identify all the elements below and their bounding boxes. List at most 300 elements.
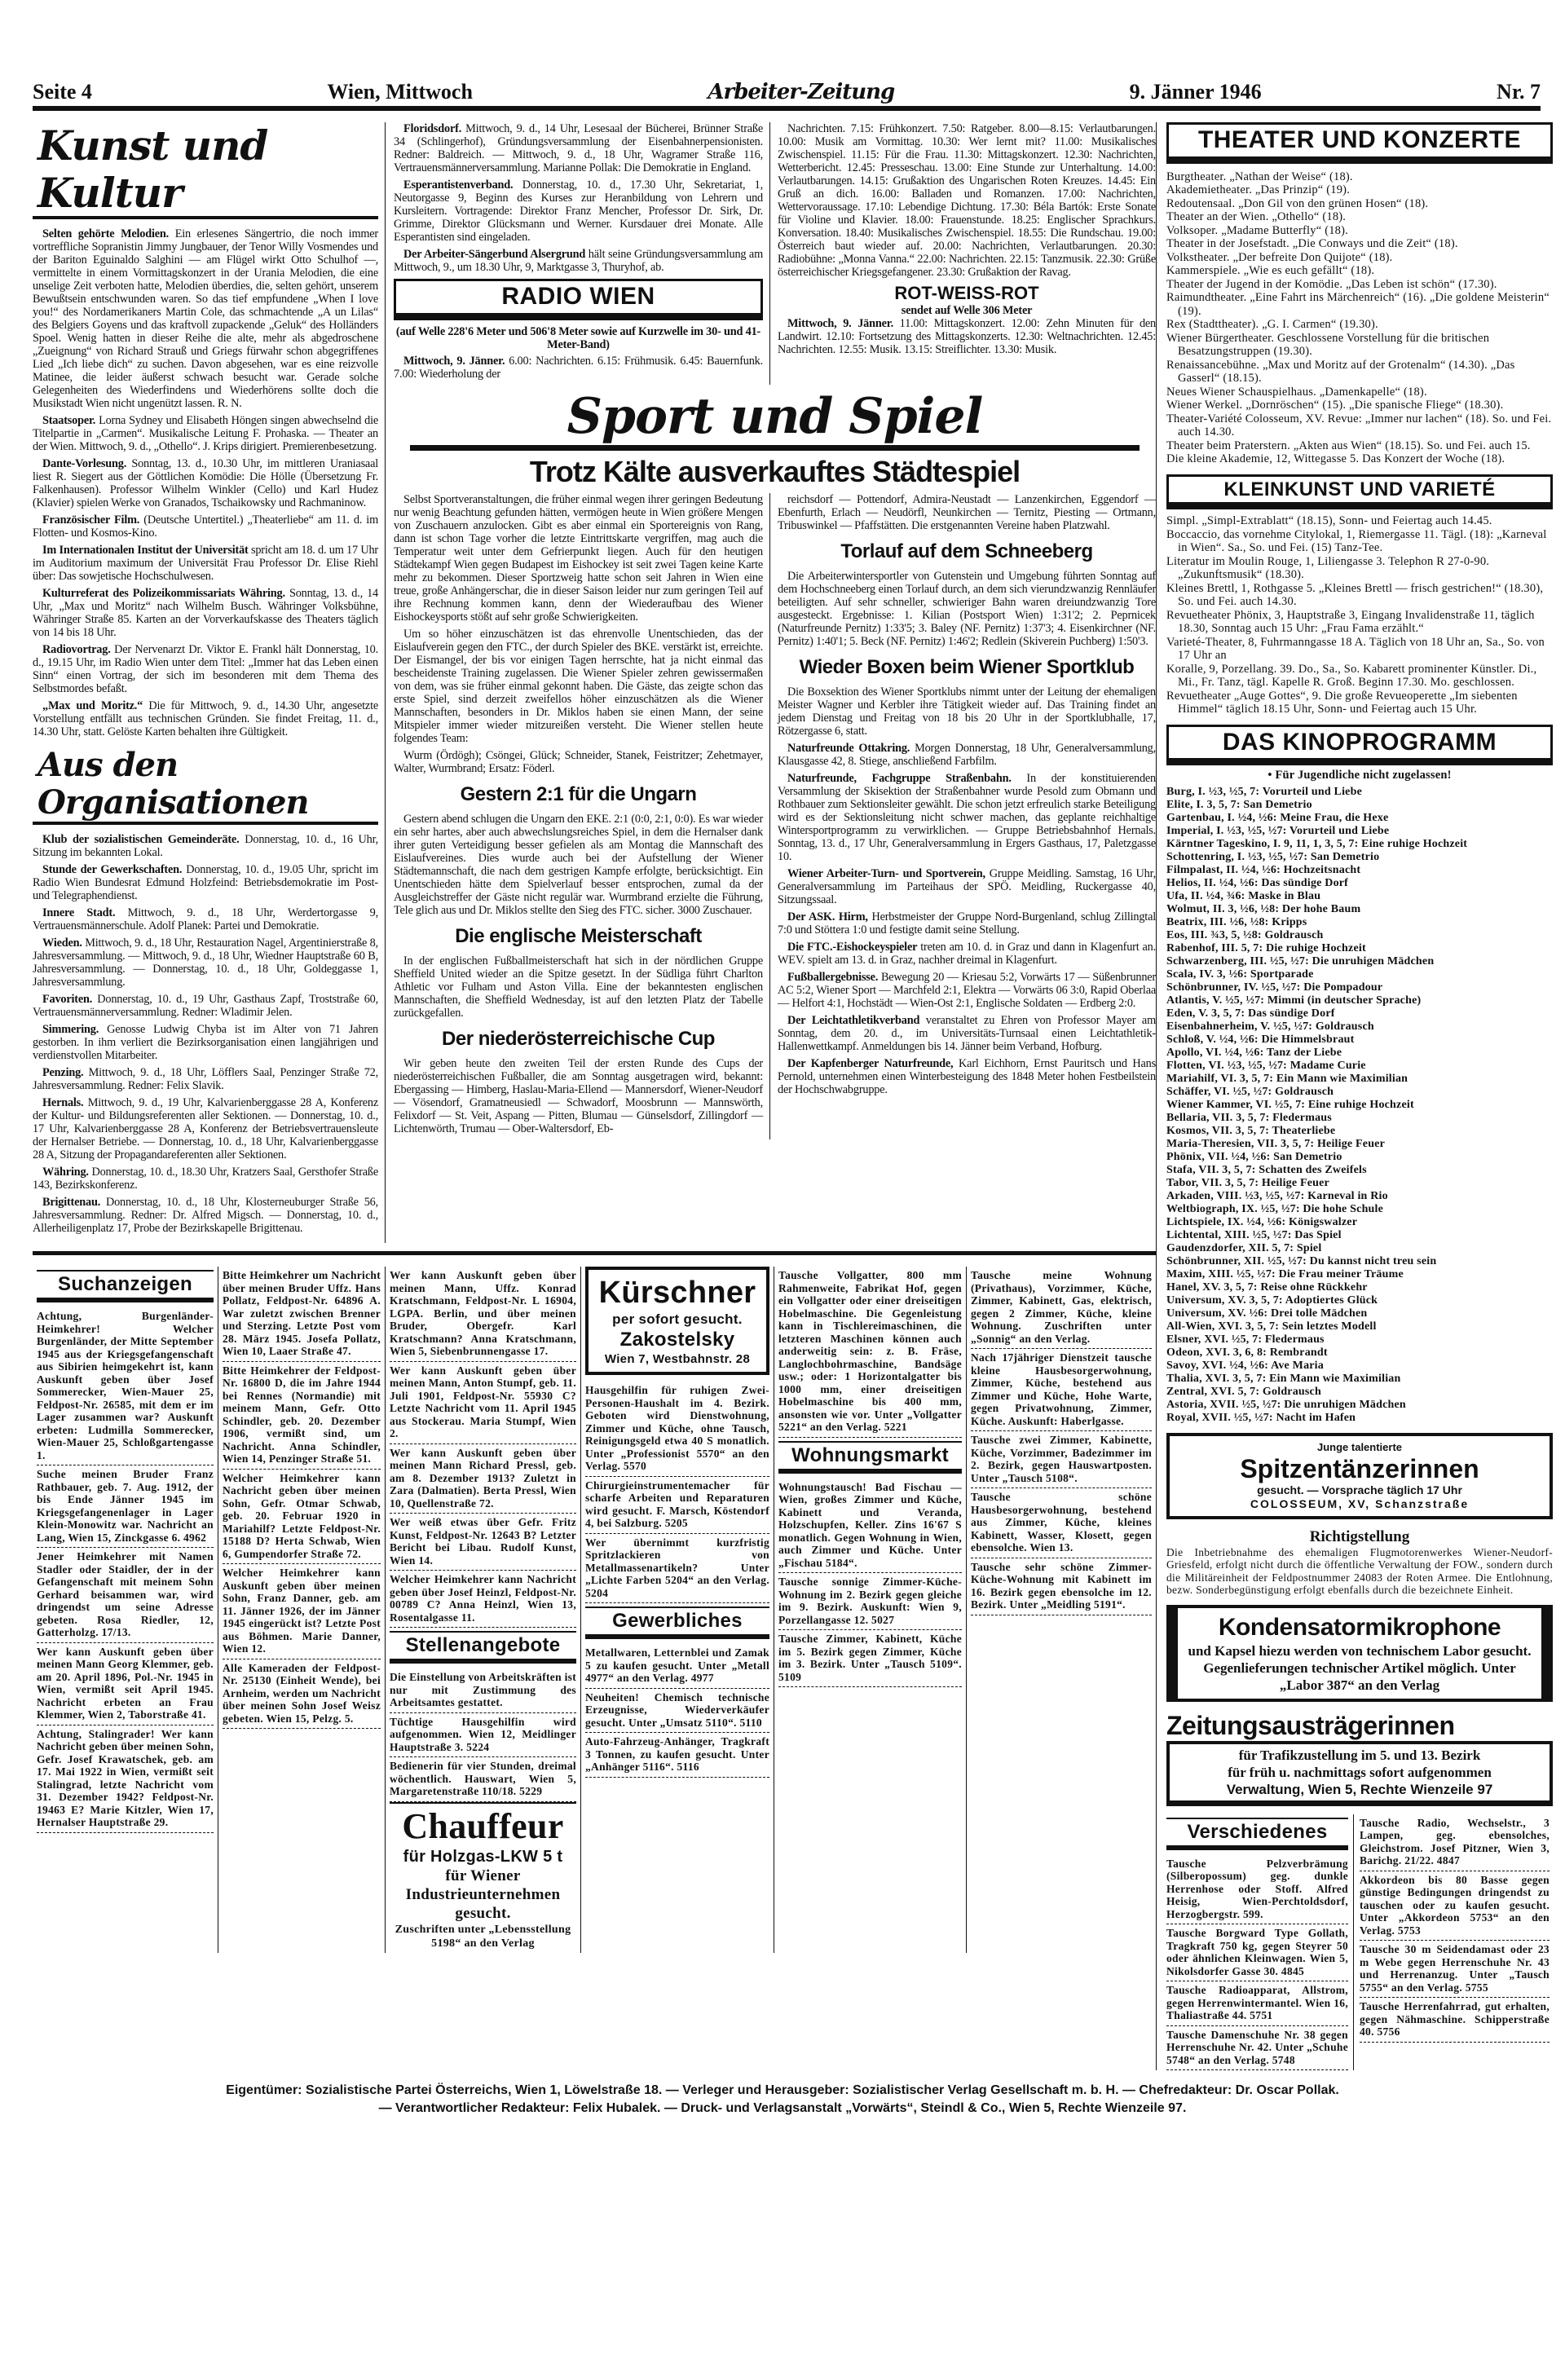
- paragraph-lead: Selten gehörte Melodien.: [42, 227, 170, 240]
- paragraph-lead: Floridsdorf.: [403, 122, 462, 135]
- paragraph-text: reichsdorf — Pottendorf, Admira-Neustadt — Lanzenkirchen, Eggendorf — Ebenfurth, Erlach — Neudörfl, Neunkirchen — Ternitz, Piesting — Ortmann, Tribuswinkel — Pfaffstätten. Die erstgenannten Vereine haben Platzwahl.: [778, 492, 1156, 532]
- article-paragraph: [778, 1057, 1156, 1096]
- rot-weiss-rot-wavelength: sendet auf Welle 306 Meter: [901, 304, 1033, 317]
- article-paragraph: [778, 971, 1156, 1010]
- listing-item: Royal, XVII. ½5, ½7: Nacht im Hafen: [1166, 1411, 1356, 1424]
- listing-item: Helios, II. ½4, ½6: Das sündige Dorf: [1166, 876, 1349, 889]
- rot-weiss-rot-schedule: [778, 317, 1156, 356]
- listing-item: Simpl. „Simpl-Extrablatt“ (18.15), Sonn- und Feiertag auch 14.45.: [1166, 514, 1492, 528]
- article-paragraph: [778, 570, 1156, 648]
- classified-ad: Achtung, Burgenländer-Heimkehrer! Welcher Burgenländer, der Mitte September 1945 aus der Kriegsgefangenschaft aus Sibirien heimgekehrt ist, kann Auskunft geben über Josef Sommerecker, Wien-Mauer 25, Feldpost-Nr. 26585, mit dem er im Lager zusammen war? Auskunft erbeten: Ludmilla Sommerecker, Wien-Mauer 25, Schloßgartengasse 1.: [37, 1307, 214, 1465]
- listing-item: Beatrix, III. ½6, ½8: Kripps: [1166, 915, 1307, 928]
- paragraph-text: Um so höher einzuschätzen ist das ehrenvolle Unentschieden, das der Eislaufverein gegen den FTC., der durch Spieler des BKE. verstärkt ist, erreichte. Der Eismangel, der bis vor einigen Tagen herrschte, hat ja nicht einmal das bescheidenste Training zugelassen. Die Wiener Spieler zehren gewissermaßen von dem, was sie früher einmal gekonnt haben. Die Gäste, das zeigte schon das erste Spiel, sind derzeit zweifellos höher einzuschätzen als die Wiener Mannschaften, besonders in Dr. Miklos haben sie einen Mann, der seine Mitspieler immer wieder mitzureißen versteht. Die Wiener stellen heute folgendes Team:: [394, 627, 763, 745]
- article-paragraph: [394, 248, 763, 274]
- article-paragraph: [394, 749, 763, 775]
- classified-ad: Welcher Heimkehrer kann Nachricht geben über Josef Heinzl, Feldpost-Nr. 00789 C? Anna Heinzl, Wien 13, Rosentalgasse 11.: [390, 1571, 576, 1628]
- paragraph-text: Donnerstag, 10. d., 18 Uhr, Klosterneuburger Straße 56, Jahresversammlung. Redner: Dr. Alfred Migsch. — Donnerstag, 10. d., Allerheiligenplatz 17, Probe der Bezirkskapelle Brigittenau.: [33, 1196, 378, 1235]
- listing-item: Lichtental, XIII. ½5, ½7: Das Spiel: [1166, 1228, 1342, 1241]
- article-paragraph: [778, 772, 1156, 863]
- page-body: [33, 122, 1553, 2070]
- classified-ad: Tausche 30 m Seidendamast oder 23 m Webe gegen Herrenschuhe Nr. 43 und Herrenanzug. Unter „Tausch 5755“ an den Verlag. 5755: [1360, 1941, 1550, 1998]
- classified-ad: Jener Heimkehrer mit Namen Stadler oder Staidler, der in der Gefangenschaft mit meinem Sohn Gerhard beisammen war, wird dringendst um seine Adresse gebeten. Rosa Riedler, 12, Gatterholzg. 17/13.: [37, 1548, 214, 1643]
- classified-ad: Die Einstellung von Arbeitskräften ist nur mit Zustimmung des Arbeitsamtes gestattet.: [390, 1668, 576, 1713]
- paragraph-text: Die Arbeiterwintersportler von Gutenstein und Umgebung führten Sonntag auf dem Hochschneeberg einen Torlauf durch, an dem sich vierundzwanzig Rennläufer beteiligten. Auf sehr schneller, schwieriger Bahn waren dreiundzwanzig Tore ausgesteckt. Ergebnisse: 1. Kilian (Postsport Wien) 1:31'2; 2. Peprnicek (Naturfreunde Pernitz) 1:33'5; 3. Baley (NF. Pernitz) 1:37'3; 4. Eisenkirchner (NF. Pernitz) 1:40'1; 5. Beck (NF. Pernitz) 1:46'2; Redlein (Skiverein Puchberg) 1:50'3.: [778, 569, 1156, 648]
- classified-ad: Neuheiten! Chemisch technische Erzeugnisse, Wiederverkäufer gesucht. Unter „Umsatz 5110“. 5110: [585, 1689, 769, 1734]
- ad-text: Verwaltung, Wien 5, Rechte Wienzeile 97: [1226, 1781, 1493, 1797]
- listing-item: Neues Wiener Schauspielhaus. „Damenkapelle“ (18).: [1166, 385, 1427, 399]
- paragraph-text: Gruppe Meidling. Samstag, 16 Uhr, Generalversammlung im Parteihaus der SPÖ. Meidling, Ruckergasse 40, Sitzungssaal.: [778, 866, 1156, 906]
- paragraph-lead: Im Internationalen Institut der Universität: [42, 544, 249, 557]
- article-paragraph: [33, 833, 378, 859]
- listing-item: Theater-Variété Colosseum, XV. Revue: „Immer nur lachen“ (18). So. und Fei. auch 14.30.: [1166, 412, 1552, 439]
- listing-item: Filmpalast, II. ½4, ½6: Hochzeitsnacht: [1166, 863, 1361, 876]
- classified-ad: Tausche Radioapparat, Allstrom, gegen Herrenwintermantel. Wien 16, Thaliastraße 44. 5751: [1166, 1981, 1348, 2026]
- paragraph-lead: Französischer Film.: [42, 513, 140, 527]
- listing-item: Theater in der Josefstadt. „Die Conways und die Zeit“ (18).: [1166, 237, 1458, 250]
- classified-ad: Hausgehilfin für ruhigen Zwei-Personen-Haushalt im 4. Bezirk. Geboten wird Dienstwohnung, Zimmer und Küche, ohne Tausch, Reinigungsgeld etwa 40 S monatlich. Unter „Professionist 5570“ an den Verlag. 5570: [585, 1382, 769, 1477]
- paragraph-text: 6.00: Nachrichten. 6.15: Frühmusik. 6.45: Bauernfunk. 7.00: Wiederholung der: [394, 354, 764, 381]
- paragraph-text: veranstaltet zu Ehren von Professor Mayer am Sonntag, dem 20. d., im Universitäts-Turnsaal einen Leichtathletik-Hallenwettkampf. Anmeldungen bis 14. Jänner beim Verband, Hofburg.: [778, 1013, 1156, 1053]
- rot-weiss-rot-heading: ROT-WEISS-ROT: [894, 283, 1039, 303]
- article-paragraph: [33, 863, 378, 902]
- classified-ad: Alle Kameraden der Feldpost-Nr. 25130 (Einheit Wende), bei Arnheim, werden um Nachricht über meinen Sohn Josef Weisz gebeten. Wien 15, Pelzg. 5.: [223, 1659, 381, 1730]
- listing-item: Elsner, XVI. ½5, 7: Fledermaus: [1166, 1333, 1325, 1346]
- paragraph-lead: Radiovortrag.: [42, 643, 111, 656]
- article-paragraph: [33, 1066, 378, 1092]
- paragraph-text: Sonntag, 13. d., 10.30 Uhr, im mittleren Uraniasaal liest R. Siegert aus der Göttlichen Komödie: Die Hölle (Übersetzung Fr. Falkenhausen). Professor Wilhelm Winkler (Cello) und Karl Hudez (Klavier) spielen Werke von Granados, Tschaikowsky und Rachmaninow.: [33, 457, 378, 509]
- paragraph-text: Nachrichten. 7.15: Frühkonzert. 7.50: Ratgeber. 8.00—8.15: Verlautbarungen. 10.00: Musik am Vormittag. 10.30: Wer lernt mit? 11.00: Musikalisches Zwischenspiel. 11.15: Für die Frau. 11.30: Mittagskonzert. 12.30: Nachrichten, Wetterbericht. 12.45: Presseschau. 13.00: Eine Stunde zur Unterhaltung. 14.00: Verlautbarungen. 14.15: Grußaktion des Ungarischen Roten Kreuzes. 14.45: Ein Gruß an dich. 16.00: Balladen und Romanzen. 17.00: Nachrichten, Wettervoraussage. 17.10: Lebendige Dichtung. 17.30: Béla Bartók: Erste Sonate für Violine und Klavier. 18.00: Frauenstunde. 18.25: Englischer Sprachkurs. Konversation. 18.40: Musikalisches Zwischenspiel. 18.55: Die Rundschau. 19.00: Österreich baut wieder auf. 20.00: Nachrichten, Verlautbarungen. 20.30: Radiobühne: „Monna Vanna.“ 22.00: Nachrichten. 22.15: Tanzmusik. 22.30: Grüße österreichischer Kriegsgefangener. 23.30: Grußaktion der Ravag.: [778, 122, 1156, 279]
- listing-item: Kosmos, VII. 3, 5, 7: Theaterliebe: [1166, 1124, 1336, 1137]
- paragraph-text: Donnerstag, 10. d., 18.30 Uhr, Kratzers Saal, Gersthofer Straße 143, Bezirkskonferenz.: [33, 1166, 378, 1192]
- listing-item: Volkstheater. „Der befreite Don Quijote“ (18).: [1166, 250, 1393, 264]
- kunst-und-kultur-section: [33, 122, 378, 738]
- listing-item: Flotten, VI. ½3, ½5, ½7: Madame Curie: [1166, 1059, 1366, 1072]
- classified-ad: Wer kann Auskunft geben über meinen Mann Richard Pressl, geb. am 8. Dezember 1913? Zuletzt in Zara (Dalmatien). Berta Pressl, Wien 10, Quellenstraße 72.: [390, 1444, 576, 1514]
- classified-ad: Achtung, Stalingrader! Wer kann Nachricht geben über meinen Sohn, Gefr. Josef Krawatschek, geb. am 17. Mai 1922 in Wien, vermißt seit Stalingrad, letzte Nachricht vom 31. Dezember 1942? Feldpost-Nr. 19463 E? Marie Kitzler, Wien 17, Hernalser Hauptstraße 29.: [37, 1726, 214, 1833]
- column-3-top: [770, 122, 1156, 385]
- classified-ad: Suche meinen Bruder Franz Rathbauer, geb. 7. Aug. 1912, der bis Ende Jänner 1945 im Kriegsgefangenenlager in Lager Klein-Monowitz war. Nachricht an Lang, Wien 15, Zinckgasse 6. 4962: [37, 1465, 214, 1548]
- article-paragraph: [394, 355, 763, 381]
- listing-item: Revuetheater „Auge Gottes“, 9. Die große Revueoperette „Im siebenten Himmel“ täglich 18.15 Uhr, Sonn- und Feiertag auch 15 Uhr.: [1166, 689, 1518, 716]
- listing-item: Theater beim Praterstern. „Akten aus Wien“ (18.15). So. und Fei. auch 15.: [1166, 439, 1531, 452]
- paragraph-text: Morgen Donnerstag, 18 Uhr, Generalversammlung, Klausgasse 42, 8. Stiege, anschließend Farbfilm.: [778, 741, 1156, 768]
- organisationen-section: [33, 747, 378, 1235]
- sport-headline: Trotz Kälte ausverkauftes Städtespiel: [529, 454, 1021, 488]
- sport-columns: [394, 493, 1156, 1139]
- paragraph-lead: Der ASK. Hirm,: [787, 910, 868, 923]
- paragraph-lead: Die FTC.-Eishockeyspieler: [787, 940, 918, 954]
- listing-item: Mariahilf, VI. 3, 5, 7: Ein Mann wie Maximilian: [1166, 1072, 1408, 1085]
- classified-ad: Wer kann Auskunft geben über meinen Mann, Uffz. Konrad Kratschmann, Feldpost-Nr. L 16904, LGPA. Berlin, und über meinen Bruder, Obergefr. Karl Kratschmann? Anna Kratschmann, Wien 5, Siebenbrunnengasse 17.: [390, 1267, 576, 1362]
- paragraph-text: Lorna Sydney und Elisabeth Höngen singen abwechselnd die Titelpartie in „Carmen“. Musikalische Leitung F. Prohaska. — Theater an der Wien. Mittwoch, 9. d., „Othello“. J. Krips dirigiert. Premierenbesetzung.: [33, 414, 378, 453]
- ad-title: Kondensatormikrophone: [1218, 1613, 1501, 1641]
- listing-item: Schönbrunner, XII. ½5, ½7: Du kannst nicht treu sein: [1166, 1254, 1437, 1267]
- paragraph-text: Ein erlesenes Sängertrio, die noch immer vortreffliche Sopranistin Jimmy Jungbauer, der Tenor Willy Vosmendes und der Bariton Eguinaldo Salghini — am Flügel wirkt Otto Schulhof —, vermittelte in einem Vormittagskonzert in der Urania Melodien, die eine unselige Zeit verboten hatte, Melodien überdies, die, selten gehört, unserem Bewußtsein entschwunden waren. So das tief empfundene „When I love you!“ des Nordamerikaners Martin Cole, das schmachtende „A un Lilas“ des Belgiers Goyens und das kraftvoll zupackende „Geluk“ des Holländers Spoel. Wenig hatten in dieser Reihe die alte, mehr als abgedroschene „Zueignung“ von Richard Strauß und Griegs fürwahr schon abgegriffenes Lied „Ich liebe dich“ zu suchen. Davon abgesehen, war es eine reizvolle Matinee, die leider äußerst schwach besucht war. Gerade solche Gelegenheiten des Wiederfindens und Wiederhörens sollte doch die Musikstadt Wien nicht ungenützt lassen. R. N.: [33, 227, 378, 410]
- classified-ad: Bedienerin für vier Stunden, dreimal wöchentlich. Hauswart, Wien 5, Margaretenstraße 110/18. 5229: [390, 1757, 576, 1802]
- article-paragraph: [394, 1057, 763, 1135]
- paragraph-lead: Mittwoch, 9. Jänner.: [787, 317, 893, 330]
- listing-item: Theater der Jugend in der Komödie. „Das Leben ist schön“ (17.30).: [1166, 277, 1497, 291]
- paragraph-text: Donnerstag, 10. d., 19.05 Uhr, spricht im Radio Wien Bundesrat Edmund Holzfeind: Betriebsdemokratie im Post- und Telegraphendienst.: [33, 863, 378, 902]
- classified-ad: Metallwaren, Letternblei und Zamak 5 zu kaufen gesucht. Unter „Metall 4977“ an den Verlag. 4977: [585, 1644, 769, 1689]
- classified-ad: Wer kann Auskunft geben über meinen Mann, Anton Stumpf, geb. 11. Juli 1901, Feldpost-Nr. 55930 C? Letzte Nachricht vom 11. April 1945 aus Stockerau. Maria Stumpf, Wien 2.: [390, 1362, 576, 1444]
- article-paragraph: [33, 906, 378, 932]
- ad-title: Zeitungsausträgerinnen: [1166, 1710, 1455, 1740]
- listing-item: Revuetheater Phönix, 3, Hauptstraße 3, Eingang Invalidenstraße 11, täglich 18.30, Sonntag auch 15 Uhr: „Frau Fama erzählt.“: [1166, 608, 1535, 636]
- editorial-area: [33, 122, 1156, 1243]
- column-4: [1156, 122, 1553, 2070]
- paragraph-lead: „Max und Moritz.“: [42, 699, 143, 712]
- listing-item: Savoy, XVI. ½4, ½6: Ave Maria: [1166, 1359, 1324, 1372]
- listing-item: Scala, IV. 3, ½6: Sportparade: [1166, 967, 1314, 981]
- listing-item: Universum, XV. ½6: Drei tolle Mädchen: [1166, 1307, 1368, 1320]
- listing-item: Schäffer, VI. ½5, ½7: Goldrausch: [1166, 1085, 1334, 1098]
- listing-item: Wiener Bürgertheater. Geschlossene Vorstellung für die britischen Besatzungstruppen (19.30).: [1166, 331, 1490, 358]
- listing-item: Volksoper. „Madame Butterfly“ (18).: [1166, 223, 1348, 237]
- subheadline: Die englische Meisterschaft: [455, 924, 702, 947]
- classified-heading: Suchanzeigen: [37, 1270, 214, 1302]
- classified-column: [386, 1267, 581, 1953]
- classifieds-area: [33, 1267, 1156, 1953]
- listing-item: Zentral, XVI. 5, 7: Goldrausch: [1166, 1385, 1321, 1398]
- ad-text: Zakostelsky: [619, 1329, 735, 1351]
- article-paragraph: [778, 910, 1156, 937]
- article-paragraph: [33, 587, 378, 639]
- paragraph-text: Donnerstag, 10. d., 19 Uhr, Gasthaus Zapf, Troststraße 60, Vertrauensmännerversammlung. Redner: Wladimir Jelen.: [33, 993, 378, 1019]
- article-paragraph: [394, 493, 763, 624]
- listing-item: Apollo, VI. ½4, ½6: Tanz der Liebe: [1166, 1046, 1342, 1059]
- subheadline: Der niederösterreichische Cup: [442, 1027, 715, 1050]
- listing-item: All-Wien, XVI. 3, 5, 7: Sein letztes Modell: [1166, 1320, 1377, 1333]
- paragraph-lead: Naturfreunde Ottakring.: [787, 741, 910, 755]
- paragraph-text: Mittwoch, 9. d., 14 Uhr, Lesesaal der Bücherei, Brünner Straße 34 (Schlingerhof), Gründungsversammlung der Eisenbahnerpensionisten. Redner: Baldreich. — Mittwoch, 9. d., 18 Uhr, Wagramer Straße 116, Vertrauensmännerversammlung. Marianne Pollak: Die Demokratie in England.: [394, 122, 763, 174]
- verschiedenes-right: [1354, 1814, 1550, 2071]
- classified-heading: Verschiedenes: [1166, 1818, 1348, 1850]
- classified-ad: Akkordeon bis 80 Basse gegen günstige Bedingungen dringendst zu tauschen oder zu kaufen gesucht. Unter „Akkordeon 5753“ an den Verlag. 5753: [1360, 1871, 1550, 1941]
- classified-ad: Tausche Pelzverbrämung (Silberopossum) geg. dunkle Herrenhose oder Stoff. Alfred Heisig, Wien-Perchtoldsdorf, Herzogbergstr. 599.: [1166, 1855, 1348, 1925]
- page-number: Seite 4: [33, 80, 92, 104]
- classified-ad: Tausche Radio, Wechselstr., 3 Lampen, geg. ebensolches, Gleichstrom. Josef Pitzner, Wien 3, Barichg. 21/22. 4847: [1360, 1814, 1550, 1871]
- ad-text: gesucht. — Vorsprache täglich 17 Uhr: [1257, 1483, 1462, 1496]
- ad-text: und Kapsel hiezu werden von technischem Labor gesucht. Gegenlieferungen technischer Artikel möglich. Unter „Labor 387“ an den Verlag: [1188, 1642, 1532, 1693]
- article-paragraph: [33, 1096, 378, 1161]
- classified-column: [33, 1267, 218, 1953]
- classified-heading: Gewerbliches: [585, 1606, 769, 1639]
- listing-item: Ufa, II. ½4, ¾6: Maske in Blau: [1166, 889, 1321, 902]
- article-paragraph: [778, 493, 1156, 532]
- paragraph-text: Karl Eichhorn, Ernst Pauritsch und Hans Pernold, unternehmen einen Winterbesteigung des 1848 Meter hohen Festbeilstein der Hochschwabgruppe.: [778, 1056, 1156, 1096]
- article-paragraph: [33, 544, 378, 583]
- paragraph-lead: Der Arbeiter-Sängerbund Alsergrund: [403, 248, 586, 261]
- classified-ad: Nach 17jähriger Dienstzeit tausche kleine Hausbesorgerwohnung, Zimmer, Küche, bestehend aus Zimmer und Küche, Hohe Warte, gegen Privatwohnung, Zimmer, Küche. Auskunft: Haberlgasse.: [971, 1349, 1152, 1431]
- radio-wien-schedule: [394, 355, 763, 381]
- listing-item: Universum, XV. 3, 5, 7: Adoptiertes Glück: [1166, 1294, 1378, 1307]
- article-paragraph: [33, 1166, 378, 1192]
- kuerschner-ad: [585, 1267, 769, 1375]
- paragraph-lead: Mittwoch, 9. Jänner.: [403, 354, 505, 368]
- spitzentaenzerinnen-ad: [1166, 1433, 1553, 1519]
- listing-item: Atlantis, V. ½5, ½7: Mimmi (in deutscher Sprache): [1166, 994, 1422, 1007]
- ad-text: Zuschriften unter „Lebensstellung 5198“ an den Verlag: [395, 1923, 571, 1950]
- classified-ad: Tausche Herrenfahrrad, gut erhalten, gegen Nähmaschine. Schipperstraße 40. 5756: [1360, 1998, 1550, 2043]
- paragraph-lead: Währing.: [42, 1166, 89, 1179]
- paragraph-lead: Brigittenau.: [42, 1196, 101, 1209]
- classified-ad: Tausche zwei Zimmer, Kabinette, Küche, Vorzimmer, Badezimmer im 2. Bezirk, gegen Hauswartposten. Unter „Tausch 5108“.: [971, 1431, 1152, 1488]
- classified-ad: Wohnungstausch! Bad Fischau — Wien, großes Zimmer und Küche, Kabinett und Veranda, Holzschupfen, Keller. Zins 16'67 S monatlich. Gegen Wohnung in Wien, auch Zimmer und Küche. Unter „Fischau 5184“.: [778, 1479, 962, 1574]
- paragraph-lead: Wieden.: [42, 937, 82, 950]
- organisationen-continued: [394, 122, 763, 274]
- radio-wien-section: [394, 279, 763, 381]
- radio-schedule-continued: [778, 122, 1156, 279]
- left-area: [33, 122, 1156, 1953]
- classified-ad: Wer weiß etwas über Gefr. Fritz Kunst, Feldpost-Nr. 12643 B? Letzter Bericht bei Libau. Rudolf Kunst, Wien 14.: [390, 1514, 576, 1571]
- listing-item: Phönix, VII. ½4, ½6: San Demetrio: [1166, 1150, 1342, 1163]
- article-body: [33, 227, 378, 738]
- kondensatormikrophone-ad: [1166, 1605, 1553, 1702]
- paragraph-lead: Stunde der Gewerkschaften.: [42, 863, 183, 876]
- notice-text: Die Inbetriebnahme des ehemaligen Flugmotorenwerkes Wiener-Neudorf-Griesfeld, erfolgt nicht durch die öffentliche Verwaltung der FOW., sondern durch die Militäreinheit der Feldpostnummer 24083 der Roten Armee. Die Entlohnung, bezw. Sonderbegünstigung erfolgt ebenfalls durch die bezeichnete Einheit.: [1166, 1545, 1553, 1597]
- classified-heading: Wohnungsmarkt: [778, 1441, 962, 1474]
- ad-box: [1166, 1741, 1553, 1806]
- ad-text: COLOSSEUM, XV, Schanzstraße: [1250, 1496, 1470, 1510]
- listing-item: Lichtspiele, IX. ½4, ½6: Königswalzer: [1166, 1215, 1358, 1228]
- rot-weiss-rot-section: [778, 283, 1156, 356]
- article-paragraph: [778, 122, 1156, 279]
- article-paragraph: [394, 122, 763, 174]
- listing-item: Varieté-Theater, 8, Fuhrmanngasse 18 A. Täglich von 18 Uhr an, Sa., So. von 17 Uhr an: [1166, 635, 1545, 663]
- kino-note: • Für Jugendliche nicht zugelassen!: [1267, 769, 1452, 782]
- article-paragraph: [778, 685, 1156, 738]
- article-paragraph: [33, 699, 378, 738]
- listing-item: Rex (Stadttheater). „G. I. Carmen“ (19.30).: [1166, 318, 1378, 331]
- ad-text: Junge talentierte: [1316, 1440, 1403, 1453]
- article-paragraph: [394, 628, 763, 745]
- kino-heading: DAS KINOPROGRAMM: [1166, 725, 1553, 766]
- classified-ad: Tausche Damenschuhe Nr. 38 gegen Herrenschuhe Nr. 42. Unter „Schuhe 5748“ an den Verlag. 5748: [1166, 2026, 1348, 2071]
- paragraph-text: Wurm (Ördögh); Csöngei, Glück; Schneider, Stanek, Feistritzer; Zehetmayer, Walter, Wurmbrand; Ersatz: Föderl.: [394, 748, 763, 775]
- article-paragraph: [778, 867, 1156, 906]
- listing-item: Maria-Theresien, VII. 3, 5, 7: Heilige Feuer: [1166, 1137, 1386, 1150]
- column-2-top: [394, 122, 770, 385]
- classified-heading: Stellenangebote: [390, 1631, 576, 1664]
- classified-ad: Welcher Heimkehrer kann Auskunft geben über meinen Sohn, Franz Danner, geb. am 11. Jänner 1926, der im Jänner 1945 eingerückt ist? Letzte Post aus Böhmen. Marie Danner, Wien 12.: [223, 1564, 381, 1659]
- listing-item: Wiener Kammer, VI. ½5, 7: Eine ruhige Hochzeit: [1166, 1098, 1414, 1111]
- paragraph-text: Herbstmeister der Gruppe Nord-Burgenland, schlug Zillingtal 7:0 und Stöttera 1:0 und festigte damit seine Stellung.: [778, 910, 1156, 937]
- notice-heading: Richtigstellung: [1309, 1527, 1410, 1545]
- article-paragraph: [394, 813, 763, 917]
- paragraph-lead: Staatsoper.: [42, 414, 96, 427]
- paragraph-lead: Kulturreferat des Polizeikommissariats Währing.: [42, 587, 285, 600]
- radio-row: [394, 122, 1156, 385]
- section-heading: Kunst und Kultur: [33, 122, 378, 219]
- classified-ad: Wer übernimmt kurzfristig Spritzlackieren von Metallmassenartikeln? Unter „Lichte Farben 5204“ an den Verlag. 5204: [585, 1534, 769, 1604]
- listing-item: Eisenbahnerheim, V. ½5, ½7: Goldrausch: [1166, 1020, 1374, 1033]
- paragraph-lead: Favoriten.: [42, 993, 93, 1006]
- paragraph-lead: Naturfreunde, Fachgruppe Straßenbahn.: [787, 771, 1012, 785]
- paragraph-text: Wir geben heute den zweiten Teil der ersten Runde des Cups der niederösterreichischen Fußballer, die am Sonntag ausgetragen wird, bekannt: Ebergassing — Himberg, Haslau-Maria-Ellend — Mannersdorf, Wiener-Neudorf — Vösendorf, Gramatneusiedl — Schwadorf, Moosbrunn — Mannswörth, Felixdorf — St. Veit, Aspang — Pitten, Blumau — Günselsdorf, Zillingdorf — Lichtenwörth, Trumau — Ober-Waltersdorf, Eb-: [394, 1056, 763, 1135]
- listing-item: Maxim, XIII. ½5, ½7: Die Frau meiner Träume: [1166, 1267, 1404, 1280]
- paragraph-lead: Wiener Arbeiter-Turn- und Sportverein,: [787, 866, 985, 880]
- listing-item: Imperial, I. ½3, ½5, ½7: Vorurteil und Liebe: [1166, 824, 1390, 837]
- kino-section: [1166, 725, 1553, 1425]
- imprint-footer: [49, 2082, 1516, 2118]
- article-paragraph: [33, 1023, 378, 1062]
- listing-item: Weltbiograph, IX. ½5, ½7: Die hohe Schule: [1166, 1202, 1384, 1215]
- kleinkunst-section: [1166, 474, 1553, 716]
- article-paragraph: [778, 317, 1156, 356]
- imprint-line: — Verantwortlicher Redakteur: Felix Hubalek. — Druck- und Verlagsanstalt „Vorwärts“, Steindl & Co., Wien 5, Rechte Wienzeile 97.: [378, 2101, 1187, 2116]
- ad-title: Chauffeur: [402, 1805, 564, 1846]
- sport-column-a: [394, 493, 770, 1139]
- imprint-line: Eigentümer: Sozialistische Partei Österreichs, Wien 1, Löwelstraße 18. — Verleger und Herausgeber: Sozialistischer Verlag Gesellschaft m. b. H. — Chefredakteur: Dr. Oscar Pollak.: [226, 2083, 1339, 2098]
- paragraph-lead: Fußballergebnisse.: [787, 970, 879, 984]
- kleinkunst-heading: KLEINKUNST UND VARIETÉ: [1166, 474, 1553, 510]
- ad-title: Spitzentänzerinnen: [1240, 1453, 1479, 1483]
- article-paragraph: [33, 993, 378, 1019]
- paragraph-text: Die für Mittwoch, 9. d., 14.30 Uhr, angesetzte Vorstellung entfällt aus technischen Gründen. Sie findet Freitag, 11. d., 14.30 Uhr, statt. Gelöste Karten behalten ihre Gültigkeit.: [33, 699, 378, 738]
- listing-item: Wolmut, II. 3, ½6, ½8: Der hohe Baum: [1166, 902, 1361, 915]
- paragraph-text: Mittwoch, 9. d., 18 Uhr, Werdertorgasse 9, Vertrauensmännerschule. Adolf Planek: Partei und Demokratie.: [33, 906, 378, 932]
- classified-ad: Tausche schöne Hausbesorgerwohnung, bestehend aus Zimmer, Küche, kleines Kabinett, Wasser, Klosett, gegen ebensolche. Wien 13.: [971, 1488, 1152, 1558]
- newspaper-name: Arbeiter-Zeitung: [708, 80, 895, 104]
- listing-item: Hanel, XV. 3, 5, 7: Reise ohne Rückkehr: [1166, 1280, 1368, 1294]
- article-paragraph: [33, 414, 378, 453]
- paragraph-lead: Hernals.: [42, 1096, 84, 1109]
- listing-item: Schwarzenberg, III. ½5, ½7: Die unruhigen Mädchen: [1166, 954, 1435, 967]
- verschiedenes-left: [1166, 1814, 1354, 2071]
- heading-rule: [410, 445, 1140, 451]
- listing-item: Gaudenzdorfer, XII. 5, 7: Spiel: [1166, 1241, 1322, 1254]
- listing-item: Kärntner Tageskino, I. 9, 11, 1, 3, 5, 7: Eine ruhige Hochzeit: [1166, 837, 1468, 850]
- listing-item: Raimundtheater. „Eine Fahrt ins Märchenreich“ (16). „Die goldene Meisterin“ (19).: [1166, 291, 1550, 318]
- ad-title: Kürschner: [598, 1276, 756, 1310]
- place-day: Wien, Mittwoch: [327, 80, 473, 104]
- article-paragraph: [33, 227, 378, 410]
- ad-text: Wien 7, Westbahnstr. 28: [604, 1352, 751, 1366]
- listing-item: Elite, I. 3, 5, 7: San Demetrio: [1166, 798, 1312, 811]
- verschiedenes-section: [1166, 1814, 1553, 2071]
- listing-item: Arkaden, VIII. ½3, ½5, ½7: Karneval in Rio: [1166, 1189, 1388, 1202]
- classified-column: [218, 1267, 386, 1953]
- paragraph-text: Der Nervenarzt Dr. Viktor E. Frankl hält Donnerstag, 10. d., 19.15 Uhr, im Radio Wien unter dem Titel: „Immer hat das Leben einen Sinn“ einen Vortrag, der sich im besonderen mit dem Thema des Selbstmordes befaßt.: [33, 643, 378, 695]
- article-paragraph: [778, 742, 1156, 768]
- article-body: [33, 833, 378, 1235]
- sport-column-b: [770, 493, 1156, 1139]
- section-heading: Aus den Organisationen: [33, 747, 378, 825]
- listing-item: Boccaccio, das vornehme Citylokal, 1, Riemergasse 11. Tägl. (18): „Karneval in Wien“. Sa., So. und Fei. (15) Tanz-Tee.: [1166, 527, 1547, 555]
- masthead: [33, 78, 1541, 111]
- article-paragraph: [778, 941, 1156, 967]
- paragraph-lead: Der Leichtathletikverband: [787, 1013, 920, 1027]
- classified-column: [581, 1267, 774, 1953]
- listing-item: Burg, I. ½3, ½5, 7: Vorurteil und Liebe: [1166, 785, 1362, 798]
- paragraph-lead: Esperantistenverband.: [403, 178, 514, 192]
- listing-item: Kammerspiele. „Wie es euch gefällt“ (18).: [1166, 264, 1375, 277]
- listing-item: Eos, III. ¾3, 5, ½8: Goldrausch: [1166, 928, 1324, 941]
- paragraph-text: Donnerstag, 10. d., 16 Uhr, Sitzung im bekannten Lokal.: [33, 833, 378, 859]
- listing-item: Odeon, XVI. 3, 6, 8: Rembrandt: [1166, 1346, 1328, 1359]
- paragraph-text: treten am 10. d. in Graz und dann in Klagenfurt an. WEV. spielt am 13. d. in Graz, nachher dreimal in Klagenfurt.: [778, 940, 1156, 967]
- listing-item: Die kleine Akademie, 12, Wittegasse 5. Das Konzert der Woche (18).: [1166, 452, 1505, 465]
- listing-item: Astoria, XVII. ½5, ½7: Die unruhigen Mädchen: [1166, 1398, 1406, 1411]
- paragraph-text: hält seine Gründungsversammlung am Mittwoch, 9., um 18.30 Uhr, 9, Marktgasse 3, Thuryhof, ab.: [394, 248, 763, 274]
- column-1: [33, 122, 386, 1243]
- theater-heading: THEATER UND KONZERTE: [1166, 122, 1553, 164]
- listing-item: Theater an der Wien. „Othello“ (18).: [1166, 210, 1347, 223]
- paragraph-lead: Dante-Vorlesung.: [42, 457, 127, 470]
- listing-item: Eden, V. 3, 5, 7: Das sündige Dorf: [1166, 1007, 1335, 1020]
- paragraph-text: Donnerstag, 10. d., 17.30 Uhr, Sekretariat, 1, Neutorgasse 9, Beginn des Kurses zur Heranbildung von Lehrern und Kursleitern. Vortragende: Direktor Franz Mencher, Professor Dr. Sirk, Dr. Grimme, Direktor Glücksmann und Werner. Kursdauer drei Monate. Alle Esperantisten sind eingeladen.: [394, 178, 763, 244]
- listing-item: Schönbrunner, IV. ½5, ½7: Die Pompadour: [1166, 981, 1383, 994]
- listing-item: Gartenbau, I. ½4, ½6: Meine Frau, die Hexe: [1166, 811, 1389, 824]
- sport-header: [394, 388, 1156, 490]
- classified-ad: Tausche sehr schöne Zimmer-Küche-Wohnung mit Kabinett im 16. Bezirk gegen ebensolche im 12. Bezirk. Unter „Meidling 5191“.: [971, 1558, 1152, 1615]
- classified-ad: Tausche Zimmer, Kabinett, Küche im 5. Bezirk gegen Zimmer, Küche im 3. Bezirk. Unter „Tausch 5109“. 5109: [778, 1630, 962, 1687]
- issue-date: 9. Jänner 1946: [1129, 80, 1262, 104]
- paragraph-text: Mittwoch, 9. d., 19 Uhr, Kalvarienberggasse 28 A, Konferenz der Kultur- und Bildungsreferenten aller Sektionen. — Donnerstag, 10. d., 17 Uhr, Kalvarienberggasse 28 A, Konferenz der Betriebsvertrauensleute der Hernalser Betriebe. — Donnerstag, 10. d., 18 Uhr, Kalvarienberggasse 28 A, Sitzung der Propagandareferenten aller Sektionen.: [33, 1096, 378, 1161]
- classified-column: [774, 1267, 967, 1953]
- issue-number: Nr. 7: [1497, 80, 1541, 104]
- listing-item: Literatur im Moulin Rouge, 1, Liliengasse 3. Telephon R 27-0-90. „Zukunftsmusik“ (18.30).: [1166, 554, 1490, 582]
- listing-item: Kleines Brettl, 1, Rothgasse 5. „Kleines Brettl — frisch gestrichen!“ (18.30), So. und Fei. auch 14.30.: [1166, 581, 1544, 609]
- article-paragraph: [33, 643, 378, 695]
- classified-ad: Tausche sonnige Zimmer-Küche-Wohnung im 2. Bezirk gegen gleiche im 9. Bezirk. Auskunft: Wien 9, Porzellangasse 12. 5027: [778, 1573, 962, 1630]
- listing-item: Redoutensaal. „Don Gil von den grünen Hosen“ (18).: [1166, 196, 1429, 210]
- richtigstellung: [1166, 1527, 1553, 1597]
- ad-text: für Wiener Industrieunternehmen gesucht.: [405, 1867, 561, 1922]
- listing-item: Schottenring, I. ½3, ½5, ½7: San Demetrio: [1166, 850, 1380, 863]
- paragraph-lead: Innere Stadt.: [42, 906, 116, 919]
- paragraph-text: spricht am 18. d. um 17 Uhr im Auditorium maximum der Universität Frau Professor Dr. Elise Riehl über: Das sowjetische Hochschulwesen.: [33, 544, 378, 583]
- classified-ad: Auto-Fahrzeug-Anhänger, Tragkraft 3 Tonnen, zu kaufen gesucht. Unter „Anhänger 5116“. 5116: [585, 1733, 769, 1778]
- listing-item: Koralle, 9, Porzellang. 39. Do., Sa., So. Kabarett prominenter Künstler. Di., Mi., Fr. Tanz, tägl. Kapelle R. Groß. Beginn 17.30. Mo. geschlossen.: [1166, 662, 1537, 690]
- section-rule: [33, 1251, 1156, 1255]
- section-heading: Sport und Spiel: [566, 387, 983, 445]
- classified-ad: Wer kann Auskunft geben über meinen Mann Georg Klemmer, geb. am 20. April 1896, Pol.-Nr. 1945 in Wien, vermißt seit April 1945. Nachricht erbeten an Frau Klemmer, Wien 2, Taborstraße 41.: [37, 1643, 214, 1726]
- paragraph-text: Genosse Ludwig Chyba ist im Alter von 71 Jahren gestorben. In ihm verliert die Bezirksorganisation einen langjährigen und verdienstvollen Mitarbeiter.: [33, 1023, 378, 1062]
- listing-item: Burgtheater. „Nathan der Weise“ (18).: [1166, 170, 1353, 183]
- listing-item: Wiener Werkel. „Dornröschen“ (15). „Die spanische Fliege“ (18.30).: [1166, 399, 1504, 412]
- classified-ad: Chirurgieinstrumentemacher für scharfe Arbeiten und Reparaturen wird gesucht. F. Marsch, Köstendorf 4, bei Salzburg. 5205: [585, 1477, 769, 1534]
- article-paragraph: [394, 954, 763, 1020]
- ad-text: für Holzgas-LKW 5 t: [403, 1847, 563, 1866]
- paragraph-lead: Penzing.: [42, 1066, 84, 1079]
- paragraph-lead: Simmering.: [42, 1023, 99, 1036]
- classified-ad: Tausche meine Wohnung (Privathaus), Vorzimmer, Küche, Zimmer, Kabinett, Gas, elektrisch, gegen 2 Zimmer, Küche, kleine Wohnung. Zuschriften unter „Sonnig“ an den Verlag.: [971, 1267, 1152, 1349]
- paragraph-text: Sonntag, 13. d., 14 Uhr, „Max und Moritz“ nach Wilhelm Busch. Währinger Volksbühne, Währinger Straße 85. Karten an der Vorverkaufskasse des Theaters täglich von 14 bis 18 Uhr.: [33, 587, 378, 639]
- subheadline: Wieder Boxen beim Wiener Sportklub: [799, 655, 1135, 678]
- paragraph-text: Gestern abend schlugen die Ungarn den EKE. 2:1 (0:0, 2:1, 0:0). Es war wieder ein sehr hartes, aber auch abwechslungsreiches Spiel, in dem die Hernalser dank ihrer guten Verteidigung besser gefielen als am Montag die Mannschaft des Eislaufvereines. Dies wurde auch bei der Aufstellung der Wiener Städtemannschaft, die nach dem gestrigen Kampfe erfolgte, berücksichtigt. Ein Unentschieden hätte dem Spielverlauf besser entsprochen, zumal da der Ausgleichstreffer der Gäste nicht regulär war. Wurmbrand erzielte die Führung, Tele glich aus und Dr. Miklos stellte den Sieg des FTC. sicher. 3000 Zuschauer.: [394, 812, 763, 917]
- article-paragraph: [33, 1196, 378, 1235]
- paragraph-text: In der englischen Fußballmeisterschaft hat sich in der nördlichen Gruppe Sheffield United wieder an die Spitze gesetzt. In der Südliga führt Charlton Athletic vor Fulham und Aston Villa. Eine der bekanntesten englischen Mannschaften, die Sheffield Wednesday, ist auf den letzten Platz der Tabelle zurückgefallen.: [394, 954, 763, 1020]
- article-paragraph: [33, 457, 378, 509]
- listing-item: Rabenhof, III. 5, 7: Die ruhige Hochzeit: [1166, 941, 1366, 954]
- ad-text: per sofort gesucht.: [612, 1311, 743, 1327]
- paragraph-text: 11.00: Mittagskonzert. 12.00: Zehn Minuten für den Landwirt. 12.10: Fortsetzung des Mittagskonzerts. 12.30: Weltnachrichten. 12.45: Nachrichten. 12.55: Musik. 13.15: Streiflichter. 13.30: Musik.: [778, 317, 1156, 356]
- radio-wien-heading: RADIO WIEN: [394, 279, 763, 320]
- listing-item: Stafa, VII. 3, 5, 7: Schatten des Zweifels: [1166, 1163, 1367, 1176]
- zeitungsaustraegerinnen-ad: [1166, 1710, 1553, 1806]
- listing-item: Thalia, XVI. 3, 5, 7: Ein Mann wie Maximilian: [1166, 1372, 1401, 1385]
- ad-text: für früh u. nachmittags sofort aufgenommen: [1228, 1764, 1492, 1780]
- article-paragraph: [394, 178, 763, 244]
- classified-ad: Bitte Heimkehrer um Nachricht über meinen Bruder Uffz. Hans Pollatz, Feldpost-Nr. 64896 A. War zuletzt zwischen Brenner und Sterzing. Letzte Post vom 28. März 1945. Josefa Pollatz, Wien 10, Laaer Straße 47.: [223, 1267, 381, 1362]
- radio-wien-wavelengths: (auf Welle 228'6 Meter und 506'8 Meter sowie auf Kurzwelle im 30- und 41-Meter-Band): [395, 324, 761, 351]
- middle-area: [386, 122, 1156, 1243]
- classified-ad: Tausche Vollgatter, 800 mm Rahmenweite, Fabrikat Hof, gegen ein Vollgatter oder einer dreiseitigen Hobelmaschine. Die Gegenleistung kann in Tischlereimaschinen, die letzteren Maschinen können auch anderweitig sein: z. B. Fräse, Langlochbohrmaschine, Bandsäge usw.; oder: 1 Horizontalgatter bis 1000 mm, einer dreiseitigen Hobelmaschine bis 400 mm, ansonsten wie vor. Unter „Vollgatter 5221“ an den Verlag. 5221: [778, 1267, 962, 1438]
- chauffeur-ad: [390, 1802, 576, 1953]
- theater-section: [1166, 122, 1553, 466]
